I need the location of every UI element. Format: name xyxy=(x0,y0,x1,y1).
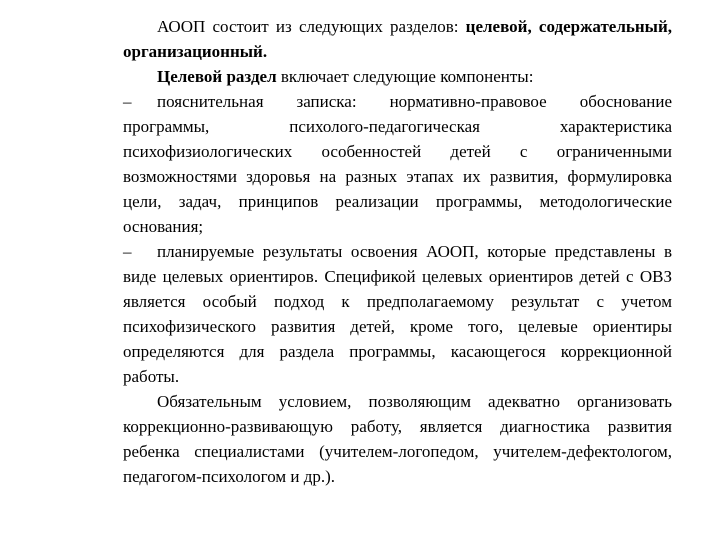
paragraph-diagnostics: Обязательным условием, позволяющим адекватно организовать коррекционно-развивающую работу, является диагностика развития ребенка специалистами (учителем-логопедом, учителем-дефектологом, педагогом-психологом и др.). xyxy=(123,392,672,486)
target-section-bold: Целевой раздел xyxy=(157,67,277,86)
components-list xyxy=(123,89,672,389)
sections-intro-text: АООП состоит из следующих разделов: xyxy=(157,17,466,36)
paragraph-sections xyxy=(123,14,672,64)
target-section-text: включает следующие компоненты: xyxy=(276,67,534,86)
paragraph-target-section xyxy=(123,64,672,89)
list-item-text: планируемые результаты освоения АООП, которые представлены в виде целевых ориентиров. Спецификой целевых ориентиров детей с ОВЗ является особый подход к предполагаемому результат с учетом психофизического развития детей, кроме того, целевые ориентиры определяются для раздела программы, касающегося коррекционной работы. xyxy=(123,242,672,386)
list-marker: – xyxy=(123,92,132,111)
sections-list-bold: целевой, содержательный, организационный. xyxy=(123,17,672,61)
list-item xyxy=(123,239,672,389)
list-item-text: пояснительная записка: нормативно-правовое обоснование программы, психолого-педагогическая характеристика психофизиологических особенностей детей с ограниченными возможностями здоровья на разных этапах их развития, формулировка цели, задач, принципов реализации программы, методологические основания; xyxy=(123,92,672,236)
document-body xyxy=(123,14,672,489)
list-item xyxy=(123,89,672,239)
list-marker: – xyxy=(123,242,132,261)
